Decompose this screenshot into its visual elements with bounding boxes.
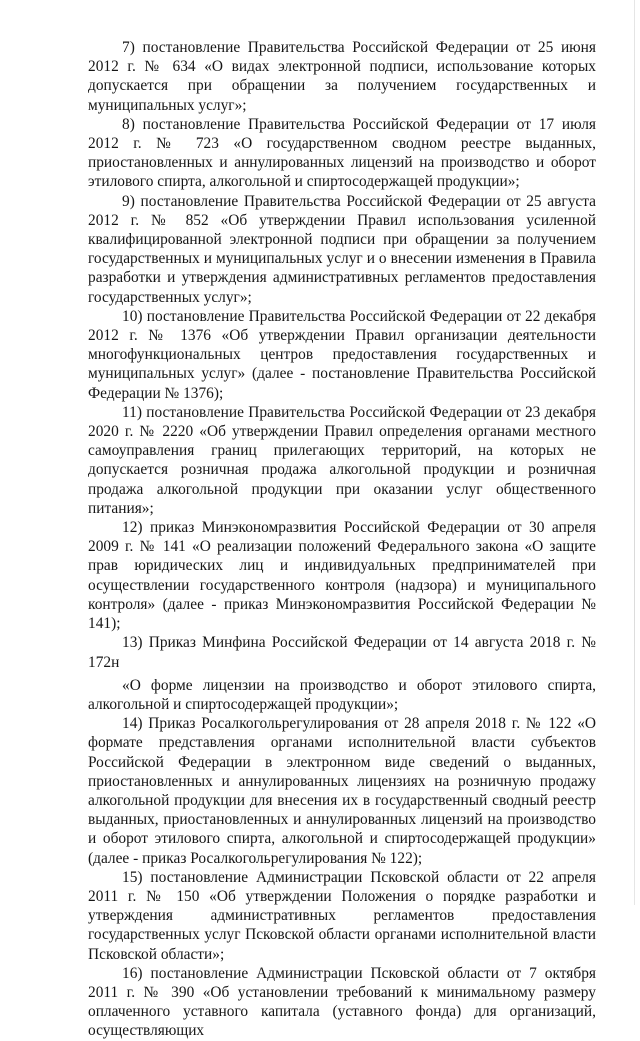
- document-body: [88, 38, 596, 1041]
- list-item-8: 8) постановление Правительства Российской Федерации от 17 июля 2012 г. № 723 «О государственном сводном реестре выданных, приостановленных и аннулированных лицензий на производство и оборот этилового спирта, алкогольной и спиртосодержащей продукции»;: [88, 115, 596, 191]
- list-item-12: 12) приказ Минэкономразвития Российской Федерации от 30 апреля 2009 г. № 141 «О реализации положений Федерального закона «О защите прав юридических лиц и индивидуальных предпринимателей при осуществлении государственного контроля (надзора) и муниципального контроля» (далее - приказ Минэкономразвития Российской Федерации № 141);: [88, 519, 596, 633]
- list-item-13: 13) Приказ Минфина Российской Федерации от 14 августа 2018 г. № 172н: [88, 634, 596, 671]
- list-item-10: 10) постановление Правительства Российской Федерации от 22 декабря 2012 г. № 1376 «Об утверждении Правил организации деятельности многофункциональных центров предоставления государственных и муниципальных услуг» (далее - постановление Правительства Российской Федерации № 1376);: [88, 307, 596, 402]
- list-item-15: 15) постановление Администрации Псковской области от 22 апреля 2011 г. № 150 «Об утверждении Положения о порядке разработки и утверждения административных регламентов предоставления государственных услуг Псковской области органами исполнительной власти Псковской области»;: [88, 868, 596, 963]
- list-item-7: 7) постановление Правительства Российской Федерации от 25 июня 2012 г. № 634 «О видах электронной подписи, использование которых допускается при обращении за получением государственных и муниципальных услуг»;: [88, 39, 596, 114]
- list-item-14: 14) Приказ Росалкогольрегулирования от 28 апреля 2018 г. № 122 «О формате представления органами исполнительной власти субъектов Российской Федерации в электронном виде сведений о выданных, приостановленных и аннулированных лицензиях на розничную продажу алкогольной продукции для внесения их в государственный сводный реестр выданных, приостановленных и аннулированных лицензий на производство и оборот этилового спирта, алкогольной и спиртосодержащей продукции» (далее - приказ Росалкогольрегулирования № 122);: [88, 715, 596, 867]
- list-item-13-continuation: «О форме лицензии на производство и оборот этилового спирта, алкогольной и спиртосодержащей продукции»;: [88, 676, 596, 713]
- list-item-9: 9) постановление Правительства Российской Федерации от 25 августа 2012 г. № 852 «Об утверждении Правил использования усиленной квалифицированной электронной подписи при обращении за получением государственных и муниципальных услуг и о внесении изменения в Правила разработки и утверждения административных регламентов предоставления государственных услуг»;: [88, 192, 596, 306]
- list-item-16: 16) постановление Администрации Псковской области от 7 октября 2011 г. № 390 «Об установлении требований к минимальному размеру оплаченного уставного капитала (уставного фонда) для организаций, осуществляющих: [88, 964, 596, 1040]
- list-item-11: 11) постановление Правительства Российской Федерации от 23 декабря 2020 г. № 2220 «Об утверждении Правил определения органами местного самоуправления границ прилегающих территорий, на которых не допускается розничная продажа алкогольной продукции и розничная продажа алкогольной продукции при оказании услуг общественного питания»;: [88, 403, 596, 517]
